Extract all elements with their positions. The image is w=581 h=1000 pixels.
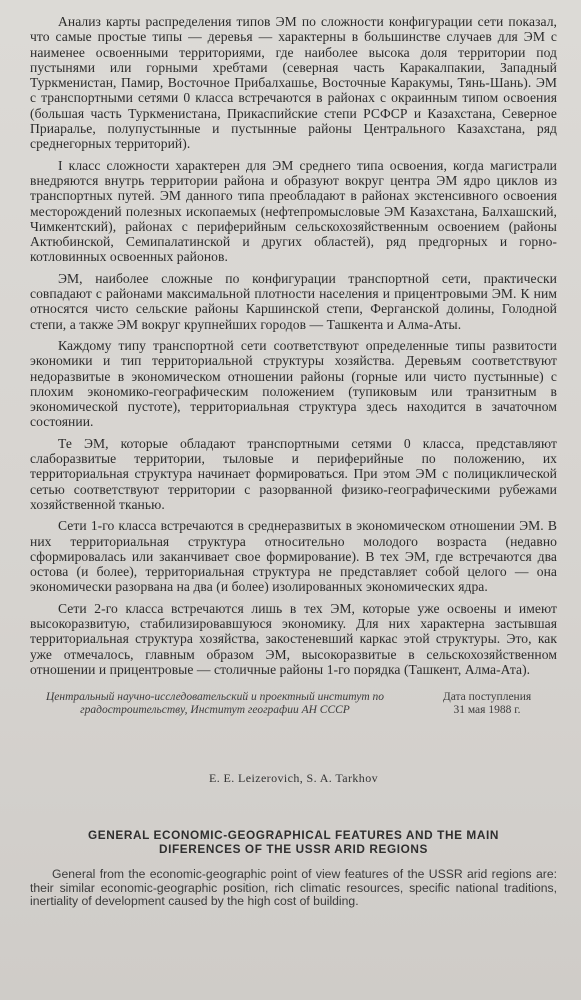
paragraph-1: Анализ карты распределения типов ЭМ по сложности конфигурации сети показал, что самые простые типы — деревья — характерны в большинстве случаев для ЭМ с наименее освоенными территориями, где наиболее высока доля территории под пустынями или горными хребтами (северная часть Каракалпакии, Западный Туркменистан, Памир, Восточное Прибалхашье, Восточные Каракумы, Тянь-Шань). ЭМ с транспортными сетями 0 класса встречаются в районах с окраинным типом освоения (большая часть Туркменистана, Прикаспийские степи РСФСР и Казахстана, Северное Приаралье, полупустынные и пустынные районы Центрального Казахстана, ряд среднегорных территорий).: [30, 14, 557, 152]
english-title: GENERAL ECONOMIC-GEOGRAPHICAL FEATURES AND THE MAIN DIFERENCES OF THE USSR ARID REGIONS: [88, 828, 499, 857]
paragraph-3: ЭМ, наиболее сложные по конфигурации транспортной сети, практически совпадают с районами максимальной плотности населения и прицентровыми ЭМ. К ним относятся чисто сельские районы Каршинской степи, Ферганской долины, Голодной степи, а также ЭМ вокруг крупнейших городов — Ташкента и Алма-Аты.: [30, 270, 557, 332]
article-body: [30, 14, 557, 677]
english-abstract: General from the economic-geographic point of view features of the USSR arid regions are: their similar economic-geographic position, rich climatic resources, specific national traditions, inertiality of development caused by the high cost of building.: [30, 867, 557, 909]
paragraph-7: Сети 2-го класса встречаются лишь в тех ЭМ, которые уже освоены и имеют высокоразвитую, стабилизировавшуюся экономику. Для них характерна застывшая территориальная структура хозяйства, закостеневший каркас этой структуры. Это, как уже отмечалось, главным образом ЭМ, высокоразвитые в сельскохозяйственном отношении и прицентровые — столичные районы 1-го порядка (Ташкент, Алма-Ата).: [30, 600, 557, 677]
received-label: Дата поступления: [442, 691, 532, 704]
received-date: 31 мая 1988 г.: [453, 704, 521, 717]
paragraph-6: Сети 1-го класса встречаются в среднеразвитых в экономическом отношении ЭМ. В них территориальная структура относительно молодого возраста (недавно сформировалась или заканчивает свое формирование). В тех ЭМ, где встречаются два остова (и более), территориальная структура не представляет собой целого — она экономически разорвана на два (и более) изолированных экономических ядра.: [30, 518, 557, 595]
institution-affiliation: Центральный научно-исследовательский и проектный институт по градостроительству, Институт географии АН СССР: [45, 691, 385, 717]
paragraph-4: Каждому типу транспортной сети соответствуют определенные типы развитости экономики и тип территориальной структуры хозяйства. Деревьям соответствуют недоразвитые в экономическом отношении районы (горные или чисто пустынные) с плохим экономико-географическим положением (тупиковым или транзитным в экономической пустоте), территориальная структура здесь находится в зачаточном состоянии.: [30, 337, 557, 430]
article-meta: [30, 691, 557, 717]
received-date-block: [417, 691, 557, 717]
paragraph-5: Те ЭМ, которые обладают транспортными сетями 0 класса, представляют слаборазвитые территории, тыловые и периферийные по положению, их территориальная структура начинает формироваться. При этом ЭМ с полициклической сетью соответствуют территории с разорванной физико-географическими рубежами хозяйственной тканью.: [30, 435, 557, 512]
english-authors: E. E. Leizerovich, S. A. Tarkhov: [208, 771, 379, 786]
paragraph-2: I класс сложности характерен для ЭМ среднего типа освоения, когда магистрали внедряются внутрь территории района и образуют вокруг центра ЭМ ядро циклов из транспортных путей. ЭМ данного типа преобладают в районах экстенсивного освоения месторождений полезных ископаемых (нефтепромысловые ЭМ Казахстана, Балхашский, Чимкентский), районах с периферийным сельскохозяйственным освоением (районы Актюбинской, Семипалатинской и других областей), ряд предгорных и горно-котловинных освоенных районов.: [30, 157, 557, 265]
